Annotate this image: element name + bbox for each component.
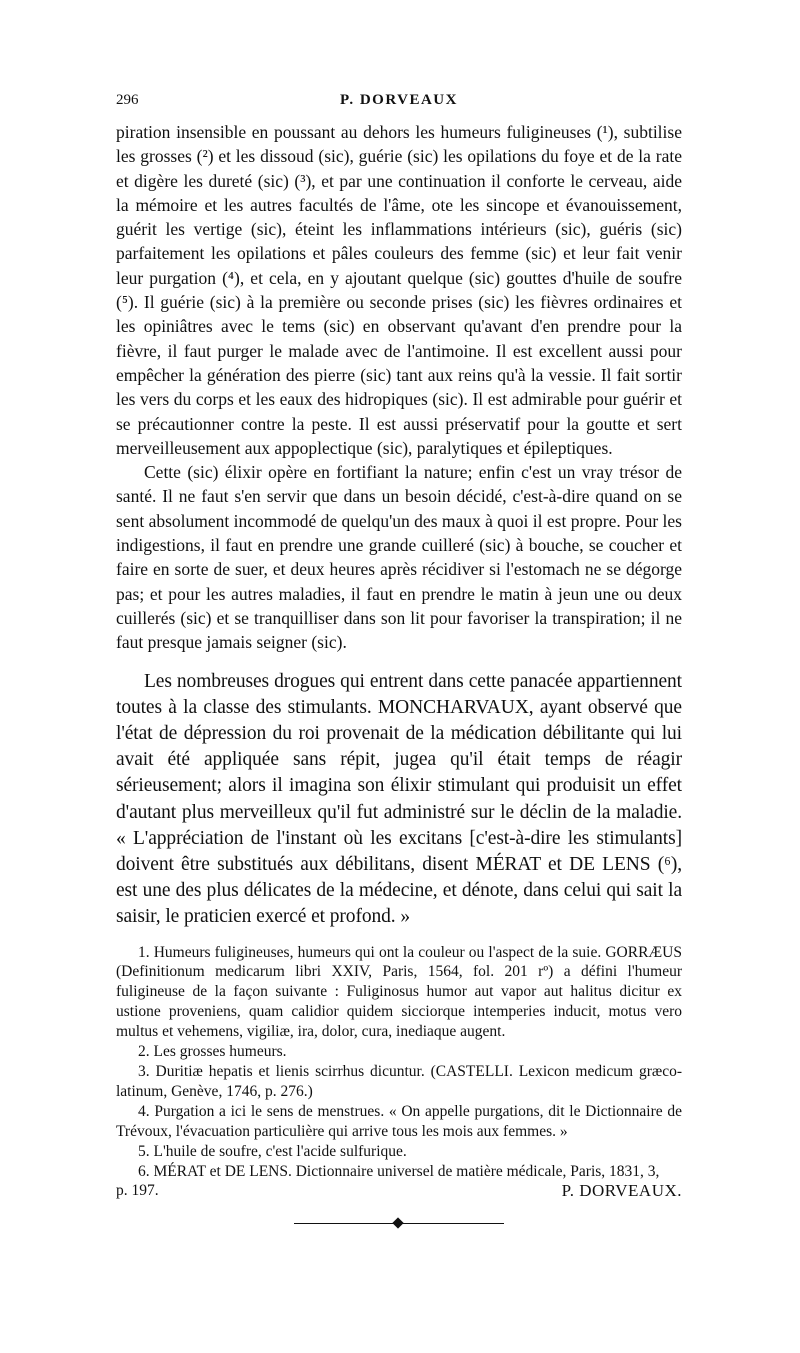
page-number: 296 <box>116 92 139 108</box>
running-title: P. DORVEAUX <box>340 92 458 108</box>
diamond-ornament-icon <box>392 1218 403 1229</box>
footnotes <box>116 943 682 1202</box>
signature-row <box>116 1181 682 1201</box>
footnote-tail: p. 197. <box>116 1182 159 1200</box>
footnote: 3. Duritiæ hepatis et lienis scirrhus dicuntur. (CASTELLI. Lexicon medicum græco-latinum, Genève, 1746, p. 276.) <box>116 1063 682 1100</box>
quoted-text <box>116 120 682 655</box>
footnote: 2. Les grosses humeurs. <box>138 1043 287 1061</box>
end-ornament <box>294 1219 504 1229</box>
author-signature: P. DORVEAUX. <box>561 1181 682 1201</box>
quote-paragraph: piration insensible en poussant au dehors les humeurs fuligineuses (¹), subtilise les grosses (²) et les dissoud (sic), guérie (sic) les opilations du foye et de la rate et digère les dureté (sic) (³), et par une continuation il conforte le cerveau, aide la mémoire et les autres facultés de l'âme, ote les sincope et évanouissement, guérit les vertige (sic), éteint les inflammations intérieurs (sic), guéris (sic) parfaitement les opilations et pâles couleurs des femme (sic) et leur fait venir leur purgation (⁴), et cela, en y ajoutant quelque (sic) gouttes d'huile de soufre (⁵). Il guérie (sic) à la première ou seconde prises (sic) les fièvres ordinaires et les opiniâtres avec le tems (sic) en observant qu'avant d'en prendre pour la fièvre, il faut purger le malade avec de l'antimoine. Il est excellent aussi pour empêcher la génération des pierre (sic) tant aux reins qu'à la vessie. Il fait sortir les vers du corps et les eaux des hidropiques (sic). Il est admirable pour guérir et se précautionner contre la peste. Il est aussi préservatif pour la goutte et sert merveilleusement aux appoplectique (sic), paralytiques et épileptiques. <box>116 122 682 458</box>
main-paragraph: Les nombreuses drogues qui entrent dans cette panacée appartiennent toutes à la classe des stimulants. MONCHARVAUX, ayant observé que l'état de dépression du roi provenait de la médication débilitante qui lui avait été appliquée sans répit, jugea qu'il était temps de réagir sérieusement; alors il imagina son élixir stimulant qui produisit un effet d'autant plus merveilleux qu'il fut administré sur le déclin de la maladie. « L'appréciation de l'instant où les excitans [c'est-à-dire les stimulants] doivent être substitués aux débilitans, disent MÉRAT et DE LENS (⁶), est une des plus délicates de la médecine, et dénote, dans celui qui sait la saisir, le praticien exercé et profond. » <box>116 670 682 928</box>
body-text <box>116 669 682 931</box>
document-page <box>116 92 682 1229</box>
running-head <box>116 92 682 116</box>
footnote: 6. MÉRAT et DE LENS. Dictionnaire universel de matière médicale, Paris, 1831, 3, <box>138 1162 660 1180</box>
quote-paragraph: Cette (sic) élixir opère en fortifiant la nature; enfin c'est un vray trésor de santé. Il ne faut s'en servir que dans un besoin décidé, c'est-à-dire quand on se sent absolument incommodé de quelqu'un des maux à quoi il est propre. Pour les indigestions, il faut en prendre une grande cuilleré (sic) à bouche, se coucher et faire en sorte de suer, et deux heures après récidiver si l'estomach ne se dégorge pas; et pour les autres maladies, il faut en prendre le matin à jeun une ou deux cuillerés (sic) et se tranquilliser dans son lit pour favoriser la transpiration; il ne faut presque jamais seigner (sic). <box>116 462 682 653</box>
footnote: 4. Purgation a ici le sens de menstrues. « On appelle purgations, dit le Dictionnaire de Trévoux, l'évacuation particulière qui arrive tous les mois aux femmes. » <box>116 1102 682 1140</box>
footnote: 1. Humeurs fuligineuses, humeurs qui ont la couleur ou l'aspect de la suie. GORRÆUS (Definitionum medicarum libri XXIV, Paris, 1564, fol. 201 rº) a défini l'humeur fuligineuse de la façon suivante : Fuliginosus humor aut vapor aut halitus dicitur ex ustione proveniens, quam calidior quidem sicciorque intemperies inducit, motus vero multus et vehemens, vigiliæ, ira, dolor, cura, inediaque augent. <box>116 943 682 1041</box>
footnote: 5. L'huile de soufre, c'est l'acide sulfurique. <box>138 1142 407 1160</box>
